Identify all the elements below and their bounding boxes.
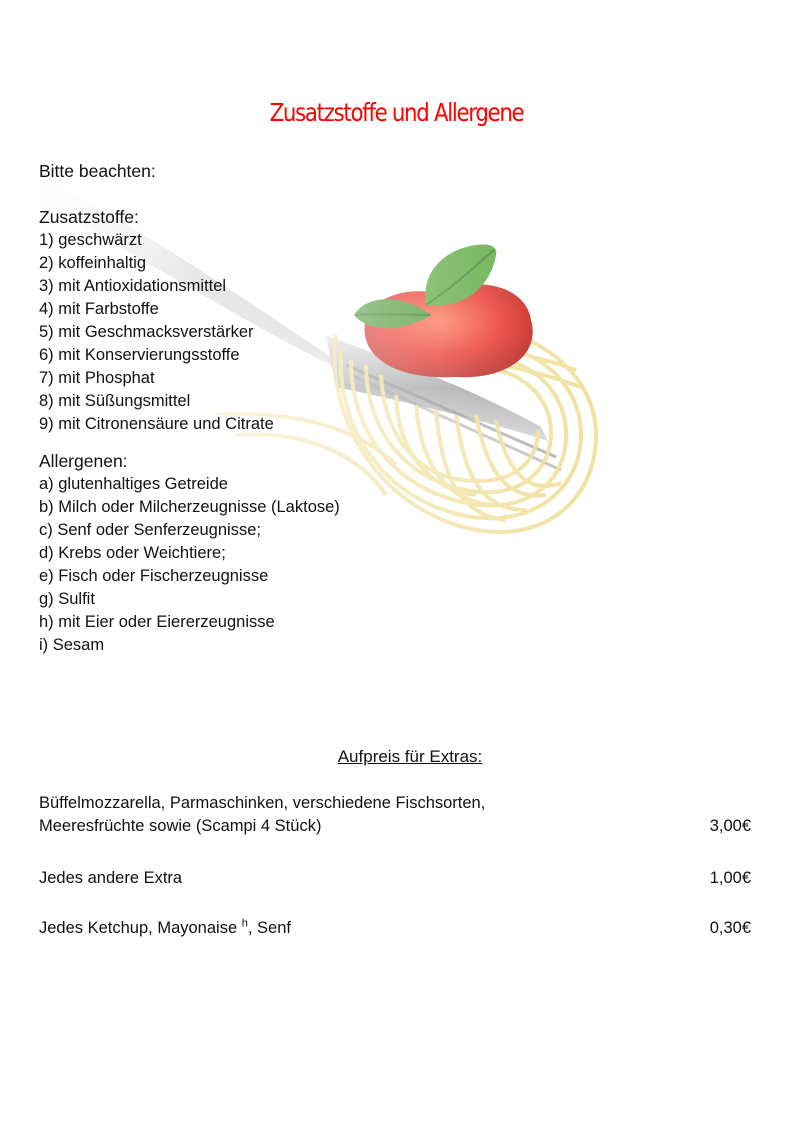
allergen-item: e) Fisch oder Fischerzeugnisse (39, 567, 269, 585)
allergen-marker: h (241, 917, 248, 929)
extras-sauce-label (39, 919, 291, 937)
extras-sauce-price: 0,30€ (709, 918, 751, 937)
additive-item: 2) koffeinhaltig (39, 254, 147, 272)
additives-section (39, 206, 274, 436)
allergen-item: h) mit Eier oder Eiererzeugnisse (39, 613, 275, 631)
page-title: Zusatzstoffe und Allergene (269, 98, 524, 127)
additive-item: 4) mit Farbstoffe (39, 300, 159, 318)
extras-premium-row (39, 792, 751, 838)
additive-item: 1) geschwärzt (39, 231, 142, 249)
extras-sauce-row (39, 912, 751, 940)
allergens-section (39, 450, 340, 657)
additive-item: 3) mit Antioxidationsmittel (39, 277, 227, 295)
extras-premium-price: 3,00€ (709, 817, 751, 835)
additives-heading: Zusatzstoffe: (39, 207, 139, 227)
extras-other-price: 1,00€ (709, 869, 751, 887)
allergen-item: a) glutenhaltiges Getreide (39, 475, 228, 493)
additive-item: 6) mit Konservierungsstoffe (39, 346, 240, 364)
intro-section (39, 160, 156, 183)
additive-item: 8) mit Süßungsmittel (39, 392, 191, 410)
extras-sauce-label-part: Jedes Ketchup, Mayonaise (39, 918, 242, 937)
allergen-item: c) Senf oder Senferzeugnisse; (39, 521, 261, 539)
intro-text: Bitte beachten: (39, 161, 156, 181)
allergen-item: b) Milch oder Milcherzeugnisse (Laktose) (39, 498, 340, 516)
allergen-item: g) Sulfit (39, 590, 95, 608)
additive-item: 5) mit Geschmacksverstärker (39, 323, 254, 341)
allergens-heading: Allergenen: (39, 451, 128, 471)
allergen-item: d) Krebs oder Weichtiere; (39, 544, 226, 562)
extras-sauce-label-part: , Senf (247, 918, 291, 937)
extras-premium-line1: Büffelmozzarella, Parmaschinken, verschiedene Fischsorten, (39, 794, 486, 812)
extras-premium-line2: Meeresfrüchte sowie (Scampi 4 Stück) (39, 817, 322, 835)
extras-other-label: Jedes andere Extra (39, 869, 183, 887)
additive-item: 9) mit Citronensäure und Citrate (39, 415, 274, 433)
extras-heading: Aufpreis für Extras: (337, 747, 483, 766)
additive-item: 7) mit Phosphat (39, 369, 155, 387)
allergen-item: i) Sesam (39, 636, 105, 654)
extras-other-row (39, 867, 751, 890)
